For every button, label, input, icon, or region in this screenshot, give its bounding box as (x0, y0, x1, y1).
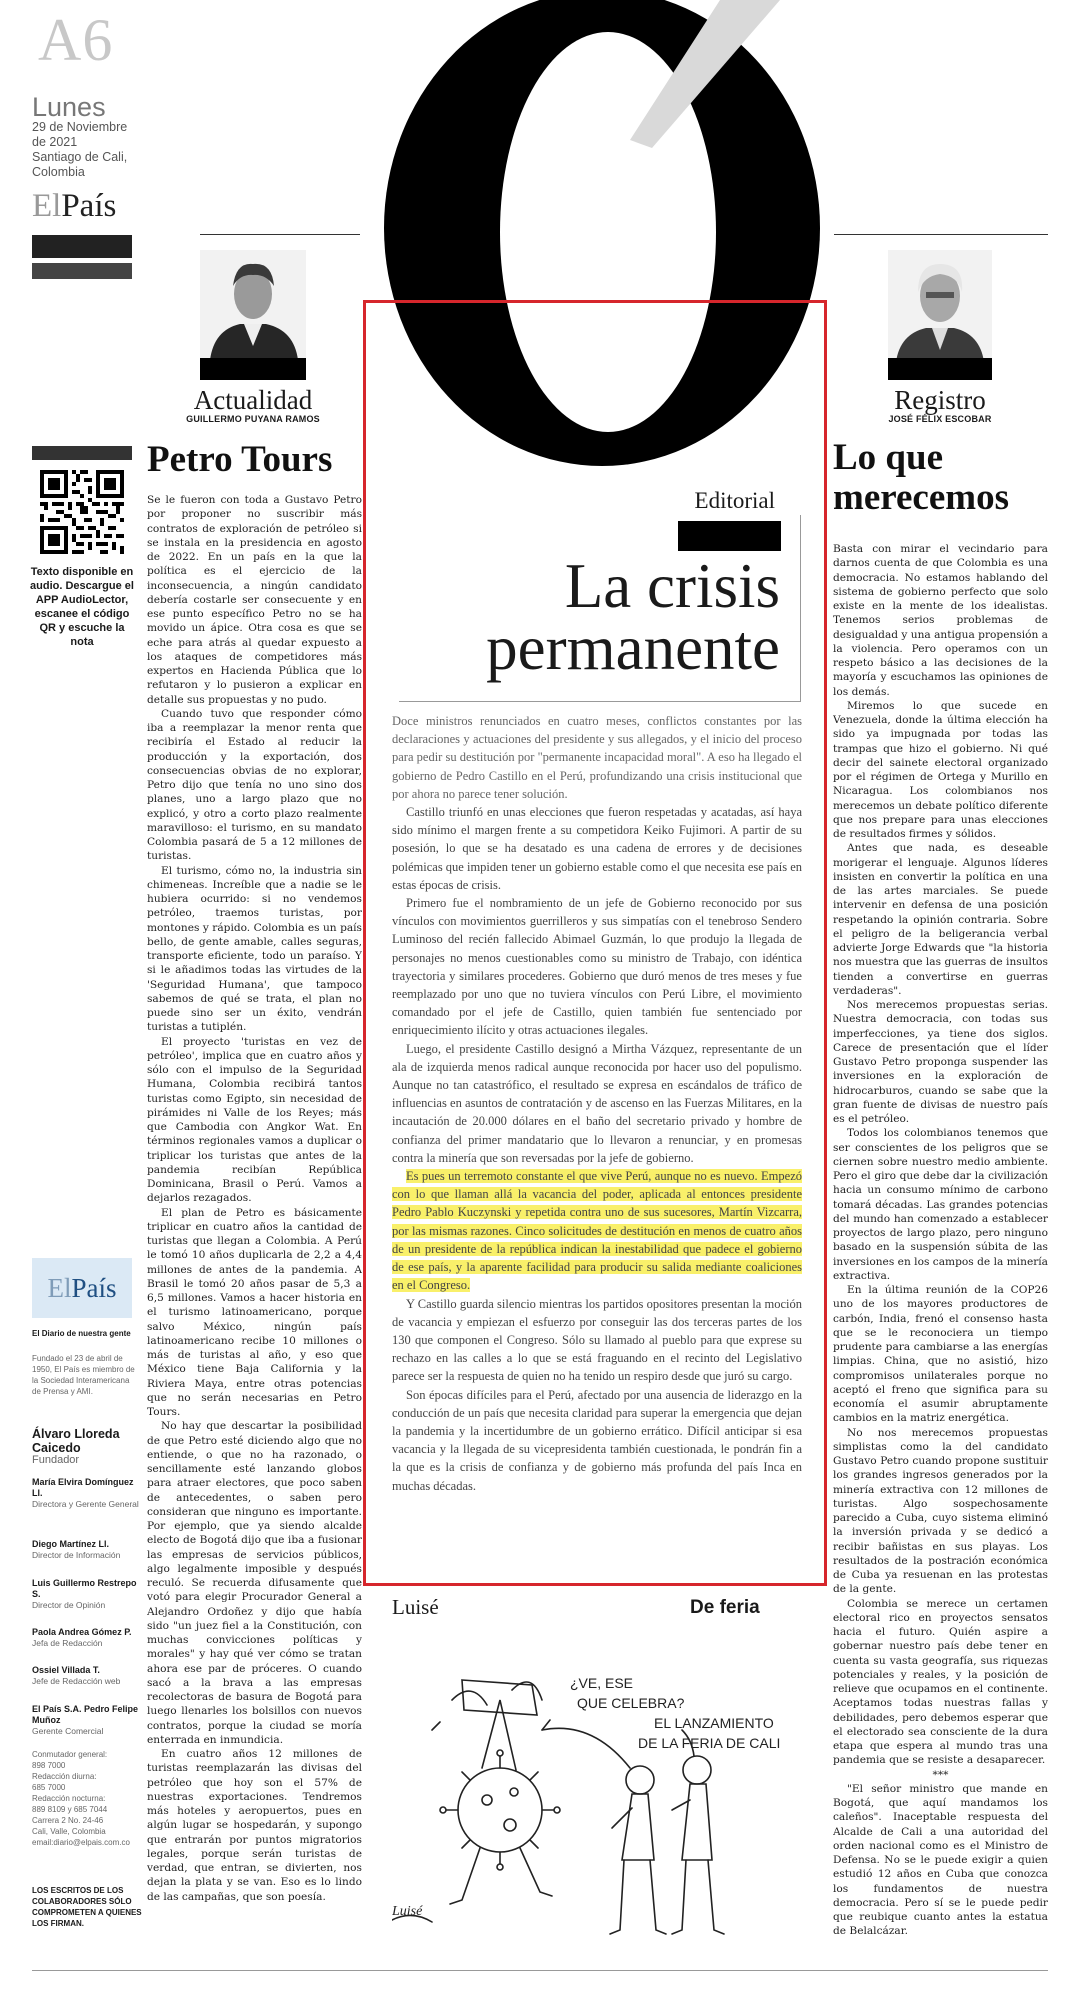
paragraph: El proyecto 'turistas en vez de petróleo', implica que en cuatro años y sólo con el impulso de la Seguridad Humana, Colombia recibirá tantos turistas como Egipto, sin necesidad de pirámides ni Valle de los Reyes; más que Cambodia con Angkor Wat. En términos regionales vamos a duplicar o triplicar los turistas que antes de la pandemia recibían República Dominicana, Brasil o Perú. Vamos a dejarlos rezagados. (147, 1035, 362, 1205)
staff-name: El País S.A. Pedro Felipe Muñoz (32, 1704, 139, 1725)
contact-line: Carrera 2 No. 24-46 (32, 1816, 104, 1825)
bubble-1-line-2: QUE CELEBRA? (577, 1695, 685, 1711)
staff-name: María Elvira Domínguez Ll. (32, 1477, 134, 1498)
columnist-bar-right (888, 358, 992, 380)
staff-role: Jefa de Redacción (32, 1638, 103, 1648)
rule-right (834, 234, 1048, 235)
staff-entry (32, 1578, 142, 1611)
column-name-left: Actualidad (193, 385, 313, 415)
newspaper-logo (32, 188, 116, 225)
highlighted-paragraph (392, 1167, 802, 1294)
audio-note: Texto disponible en audio. Descargue el APP AudioLector, escanee el código QR y escuche la nota (30, 566, 134, 648)
founder (32, 1427, 142, 1466)
cartoon-drawing (392, 1660, 802, 1960)
staff-entry (32, 1704, 142, 1737)
contact-line: Cali, Valle, Colombia (32, 1827, 106, 1836)
page-number: A6 (38, 7, 114, 73)
columnist-bar-left (200, 358, 306, 380)
date-line-1: 29 de Noviembre (32, 120, 128, 134)
dateline (32, 120, 162, 180)
logo-small-pais: País (71, 1272, 117, 1303)
date-line-2: de 2021 (32, 135, 78, 149)
paragraph: Luego, el presidente Castillo designó a Mirtha Vázquez, representante de un ala de izquierda menos radical aunque reconocida por hacer uso del populismo. Aunque no tan catastrófico, el resultado se expresa en escándalos de tráfico de influencias en asuntos de contratación y de ascenso en las Fuerzas Militares, en la incautación de 20.000 dólares en el baño del secretario privado y hombre de confianza del primer mandatario que lo llevaron a renunciar, y en promesas contra la minería que son reversadas por la jefe de gobierno. (392, 1041, 802, 1165)
editorial-title-line-2: permanente (486, 613, 780, 683)
bubble-2-line-2: DE LA FERIA DE CALI (638, 1735, 781, 1751)
staff-name: Diego Martínez Ll. (32, 1539, 110, 1549)
founding-note: Fundado el 23 de abril de 1950, El País es miembro de la Sociedad Interamericana de Prensa y AMI. (32, 1354, 135, 1396)
columnist-photo-right (888, 250, 992, 362)
paragraph: Basta con mirar el vecindario para darnos cuenta de que Colombia es una democracia. No estamos hablando del sistema de gobierno perfecto que solo existe en la mente de los idealistas. Tenemos serios problemas de desigualdad y una antigua propensión a la violencia. Pero operamos con un respeto básico a las decisiones de la mayoría y escuchamos las opiniones de los demás. (833, 543, 1048, 698)
editorial-title (400, 551, 780, 683)
columnist-photo-left (200, 250, 306, 360)
article-left-headline: Petro Tours (147, 439, 333, 480)
editorial-body (392, 712, 802, 1562)
bubble-1-line-1: ¿VE, ESE (570, 1675, 634, 1691)
section-separator: *** (932, 1768, 949, 1781)
bubble-2-line-1: EL LANZAMIENTO (654, 1715, 774, 1731)
logo-pais: País (61, 188, 117, 224)
staff-name: Ossiel Villada T. (32, 1665, 100, 1675)
logo-bar-2 (32, 263, 132, 279)
staff-name: Luis Guillermo Restrepo S. (32, 1578, 137, 1599)
contact-line: Redacción nocturna: (32, 1794, 106, 1803)
staff-entry (32, 1539, 142, 1561)
disclaimer: LOS ESCRITOS DE LOS COLABORADORES SÓLO COMPROMETEN A QUIENES LOS FIRMAN. (32, 1886, 142, 1928)
staff-role: Director de Información (32, 1550, 121, 1560)
paragraph: Primero fue el nombramiento de un jefe de Gobierno reconocido por sus vínculos con movimientos guerrilleros y sus simpatías con el tenebroso Sendero Luminoso del recién fallecido Abimael Guzmán, lo que produjo la llegada de personajes no menos cuestionables como su ministro de Trabajo, con idéntica trayectoria y similares procederes. Gobierno que duró menos de tres meses y fue reemplazado por uno que no tuviera vínculos con Perú Libre, el movimiento comandado por el jefe de Castillo, quien también fue sentenciado por enriquecimiento ilícito y otras actuaciones ilegales. (392, 896, 802, 1038)
rule-bottom (32, 1970, 1048, 1971)
tagline: El Diario de nuestra gente (32, 1329, 131, 1338)
staff-entry (32, 1627, 142, 1649)
logo-bar (32, 235, 132, 258)
contact-info (32, 1749, 142, 1848)
paragraph: En la última reunión de la COP26 uno de los mayores productores de carbón, India, frenó el consenso hasta que se le reconociera un tiempo prudente para cambiarse a las energías limpias. China, que no asistió, hizo compromisos unilaterales porque no aceptó el freno que significa para su economía el asumir abruptamente cambios en la matriz energética. (833, 1284, 1048, 1425)
editorial-bar (678, 521, 781, 551)
logo-small-el: El (47, 1272, 72, 1303)
paragraph: El plan de Petro es básicamente triplicar en cuatro años la cantidad de turistas que llegan a Colombia. A Perú le tomó 10 años duplicarla de 2,2 a 4,4 millones de antes de la pandemia. A Brasil le tomó 20 años pasar de 5,3 a 6,5 millones. Vamos a hacer historia en el turismo latinoamericano, porque salvo México, ningún país latinoamericano recibe 10 millones o más de turistas al año, y eso que México tiene Baja California y la Riviera Maya, entre otras potencias que no serán necesarias en Petro Tours. (147, 1206, 362, 1418)
location-line-2: Colombia (32, 165, 85, 179)
staff-role: Director de Opinión (32, 1600, 106, 1610)
paragraph: Todos los colombianos tenemos que ser conscientes de los peligros que se ciernen sobre nuestro medio ambiente. Pero el giro que debe dar la civilización hacia un consumo mínimo de carbono tomará décadas. Las grandes potencias del mundo han comenzado a establecer proyectos de largo plazo, pero ninguno basado en la suspensión súbita de las inversiones en los campos de la minería extractiva. (833, 1127, 1048, 1282)
contact-line: 685 7000 (32, 1783, 66, 1792)
cartoon-title: De feria (690, 1597, 760, 1618)
contact-line: Redacción diurna: (32, 1772, 97, 1781)
paragraph: Son épocas difíciles para el Perú, afectado por una ausencia de liderazgo en la conducción de un país que necesita claridad para superar la emergencia que dejan la pandemia y la incertidumbre de un gobierno errático. Difícil anticipar si esa vacancia y la llegada de su vicepresidenta también cuestionada, le pondrán fin a la que es la crisis de confianza y de gobierno más profunda del país Inca en muchas décadas. (392, 1387, 802, 1493)
staff-role: Jefe de Redacción web (32, 1676, 121, 1686)
contact-line: 889 8109 y 685 7044 (32, 1805, 108, 1814)
paragraph: Cuando tuvo que responder cómo iba a reemplazar la menor renta que recibiría el Estado al reducir la producción y la exportación, dos consecuencias obvias de no explorar, Petro dijo que tenía no uno sino dos planes, uno a largo plazo que no explicó, y otro a corto plazo realmente maravilloso: el turismo, en su mandato Colombia pasará de 5 a 12 millones de turistas. (147, 707, 362, 863)
staff-name: Paola Andrea Gómez P. (32, 1627, 132, 1637)
paragraph: Nos merecemos propuestas serias. Nuestra democracia, con todas sus imperfecciones, ya tiene dos siglos. Carece de presentación que el líder Gustavo Petro proponga suspender las inversiones en la exploración de hidrocarburos, cuando se sabe que la gran fuente de divisas de nuestro país es el petróleo. (833, 999, 1048, 1125)
paragraph: Doce ministros renunciados en cuatro meses, conflictos constantes por las declaraciones y actuaciones del presidente y sus allegados, y el inicio del proceso para pedir su destitución por "permanente incapacidad moral". A eso ha llegado el gobierno de Pedro Castillo en el Perú, profundizando una crisis institucional que por ahora no parece tener solución. (392, 714, 802, 801)
weekday: Lunes (32, 92, 106, 122)
paragraph: Y Castillo guarda silencio mientras los partidos opositores presentan la moción de vacancia y empiezan el esfuerzo por conseguir las dos terceras partes de los 130 que componen el Congreso. Sólo su llamado al pueblo para que exprese su rechazo en las calles a lo que se está fraguando en el recinto del Legislativo parece ser la respuesta de quien no ha tenido un respiro desde que juró su cargo. (392, 1296, 802, 1384)
rule-left (200, 234, 360, 235)
newspaper-logo-small (32, 1258, 132, 1318)
staff-role: Directora y Gerente General (32, 1499, 139, 1509)
paragraph: Castillo triunfó en unas elecciones que fueron respetadas y acatadas, así haya sido mínimo el margen frente a su competidora Keiko Fujimori. A partir de su posesión, lo que se ha desatado es una cadena de errores y de decisiones polémicas que impiden tener un gobierno estable como el que necesita ese país en estas épocas de crisis. (392, 805, 802, 892)
paragraph: En cuatro años 12 millones de turistas reemplazarán las divisas del petróleo que hoy son el 57% de nuestras exportaciones. Tendremos más hoteles y aeropuertos, pues en algún lugar se hospedarán, y supongo que entrarán por puntos migratorios legales, porque serán turistas de verdad, que entran, se divierten, nos dejan la plata y se van. Eso es lo lindo de las campañas, que son poesía. (147, 1748, 362, 1903)
highlight: Es pues un terremoto constante el que vive Perú, aunque no es nuevo. Empezó con lo que llaman allá la vacancia del poder, aplicada al entonces presidente Pedro Pablo Kuczynski y repetida contra uno de sus sucesores, Martín Vizcarra, por las mismas razones. Cinco solicitudes de destitución en menos de cuatro años de un presidente de la república indican la inestabilidad que padece el gobierno de ese país, y la aparente facilidad para producir su salida mediante coaliciones en el Congreso. (392, 1169, 802, 1293)
editorial-title-line-1: La crisis (564, 551, 780, 621)
headline-line-1: Lo que (833, 437, 944, 478)
accent-mark (630, 0, 780, 150)
logo-el: El (32, 188, 62, 224)
paragraph: Colombia se merece un certamen electoral rico en proyectos sensatos hacia el futuro. Quién aspire a gobernar nuestro país debe tener en cuenta su vasta geografía, sus riquezas potenciales y reales, y la posición de relieve que ocupamos en el continente. Aceptamos todas nuestras fallas y debilidades, pero debemos esperar que el electorado sea consciente de la dura etapa que espera al mundo tras una pandemia que se resiste a desaparecer. (833, 1597, 1048, 1767)
paragraph: No hay que descartar la posibilidad de que Petro esté diciendo algo que no entiende, o que no ha razonado, o sencillamente esté lanzando globos para atraer electores, que poco saben de antecedentes, o saben pero consideran que ninguno es importante. Por ejemplo, que ya siendo alcalde electo de Bogotá dijo que iba a fusionar las empresas de servicios públicos, algo legalmente imposible y después reculó. Se recuerda difusamente que votó para elegir Procurador General a Alejandro Ordoñez y dijo que había sido "un juez fiel a la Constitución, con muchas convicciones políticas y morales" y hay qué ver cómo se tratan ahora ese par de próceres. O cuando sacó a la brava a las empresas recolectoras de basura de Bogotá para luego llenarles los bolsillos con nuevos contratos, porque la ciudad se moría enterrada en inmundicia. (147, 1420, 362, 1746)
article-left-body (147, 493, 362, 1953)
paragraph: Antes que nada, es deseable morigerar el lenguaje. Algunos líderes insisten en convertir la política en una de las artes marciales. Se puede intervenir en defensa de una posición respetando la opinión contraria. Sobre el peligro de la beligerancia verbal advierte Jorge Edwards que "la historia nos muestra que las guerras de insultos tienden a convertirse en guerras verdaderas". (833, 842, 1048, 997)
paragraph: El turismo, cómo no, la industria sin chimeneas. Increíble que a nadie se le hubiera ocurrido: si no vendemos petróleo, traemos turistas, por montones y rápido. Colombia es un país bello, de gente amable, calles seguras, transporte eficiente, todo un paraíso. Y si le añadimos todas las virtudes de la 'Seguridad Humana', que tampoco sabemos de qué se trata, el plan no puede sino ser un éxito, vendrán turistas a tutiplén. (147, 864, 362, 1034)
contact-email[interactable]: email:diario@elpais.com.co (32, 1838, 130, 1847)
author-right: JOSÉ FÉLIX ESCOBAR (888, 414, 992, 424)
author-left: GUILLERMO PUYANA RAMOS (186, 414, 320, 424)
headline-line-2: merecemos (833, 477, 1009, 518)
founder-role: Fundador (32, 1454, 80, 1466)
paragraph: "El señor ministro que mande en Bogotá, que aquí mandamos los caleños". Inaceptable respuesta del Alcalde de Cali a una autoridad del orden nacional como es el Ministro de Defensa. No se le puede exigir a quien estudió 12 años en Cuba que conozca los fundamentos de nuestra democracia. Pero sí se le puede pedir que reubique cuanto antes la estatua de Belalcázar. (833, 1782, 1048, 1938)
article-right-headline (833, 438, 1009, 518)
qr-bar (32, 446, 132, 460)
staff-role: Gerente Comercial (32, 1726, 104, 1736)
staff-entry (32, 1477, 142, 1510)
paragraph: Miremos lo que sucede en Venezuela, donde la última elección ha sido ya impugnada por todas las trampas que hizo el gobierno. Ni qué decir del sainete electoral organizado por el régimen de Ortega y Murillo en Nicaragua. Los colombianos nos merecemos un debate político diferente que nos prepare para unas elecciones de resultados firmes y sólidos. (833, 699, 1048, 840)
paragraph: No nos merecemos propuestas simplistas como la del candidato Gustavo Petro cuando propone sustituir los grandes ingresos generados por la minería extractiva con 12 millones de turistas. Algo sospechosamente parecido a Cuba, cuyo sistema eliminó la inversión privada y se dedicó a recibir bañistas en sus playas. Los resultados de la postración económica de Cuba ya resuenan en las protestas de la gente. (833, 1426, 1048, 1596)
location-line-1: Santiago de Cali, (32, 150, 128, 164)
founder-name: Álvaro Lloreda Caicedo (32, 1427, 120, 1455)
cartoonist-name: Luisé (392, 1595, 439, 1619)
editorial-label: Editorial (694, 488, 775, 513)
contact-line: Conmutador general: (32, 1750, 108, 1759)
staff-entry (32, 1665, 142, 1687)
column-name-right: Registro (894, 385, 986, 415)
cartoon-signature: Luisé (392, 1904, 423, 1919)
contact-line: 898 7000 (32, 1761, 66, 1770)
paragraph: Se le fueron con toda a Gustavo Petro por proponer no suscribir más contratos de exploración de petróleo si se instala en la presidencia en agosto de 2022. En un país en la que la política es el ejercicio de la inconsecuencia, a ningún candidato debería costarle ser consecuente y en ese punto específico Petro no se ha movido un ápice. Otra cosa es que se eche para atrás al quedar expuesto a los ataques de competidores más expertos en Hacienda Pública que lo refutaron y lo pusieron a explicar en detalle sus propuestas y no pudo. (147, 494, 362, 706)
qr-code[interactable] (40, 470, 124, 554)
article-right-body (833, 542, 1048, 1962)
